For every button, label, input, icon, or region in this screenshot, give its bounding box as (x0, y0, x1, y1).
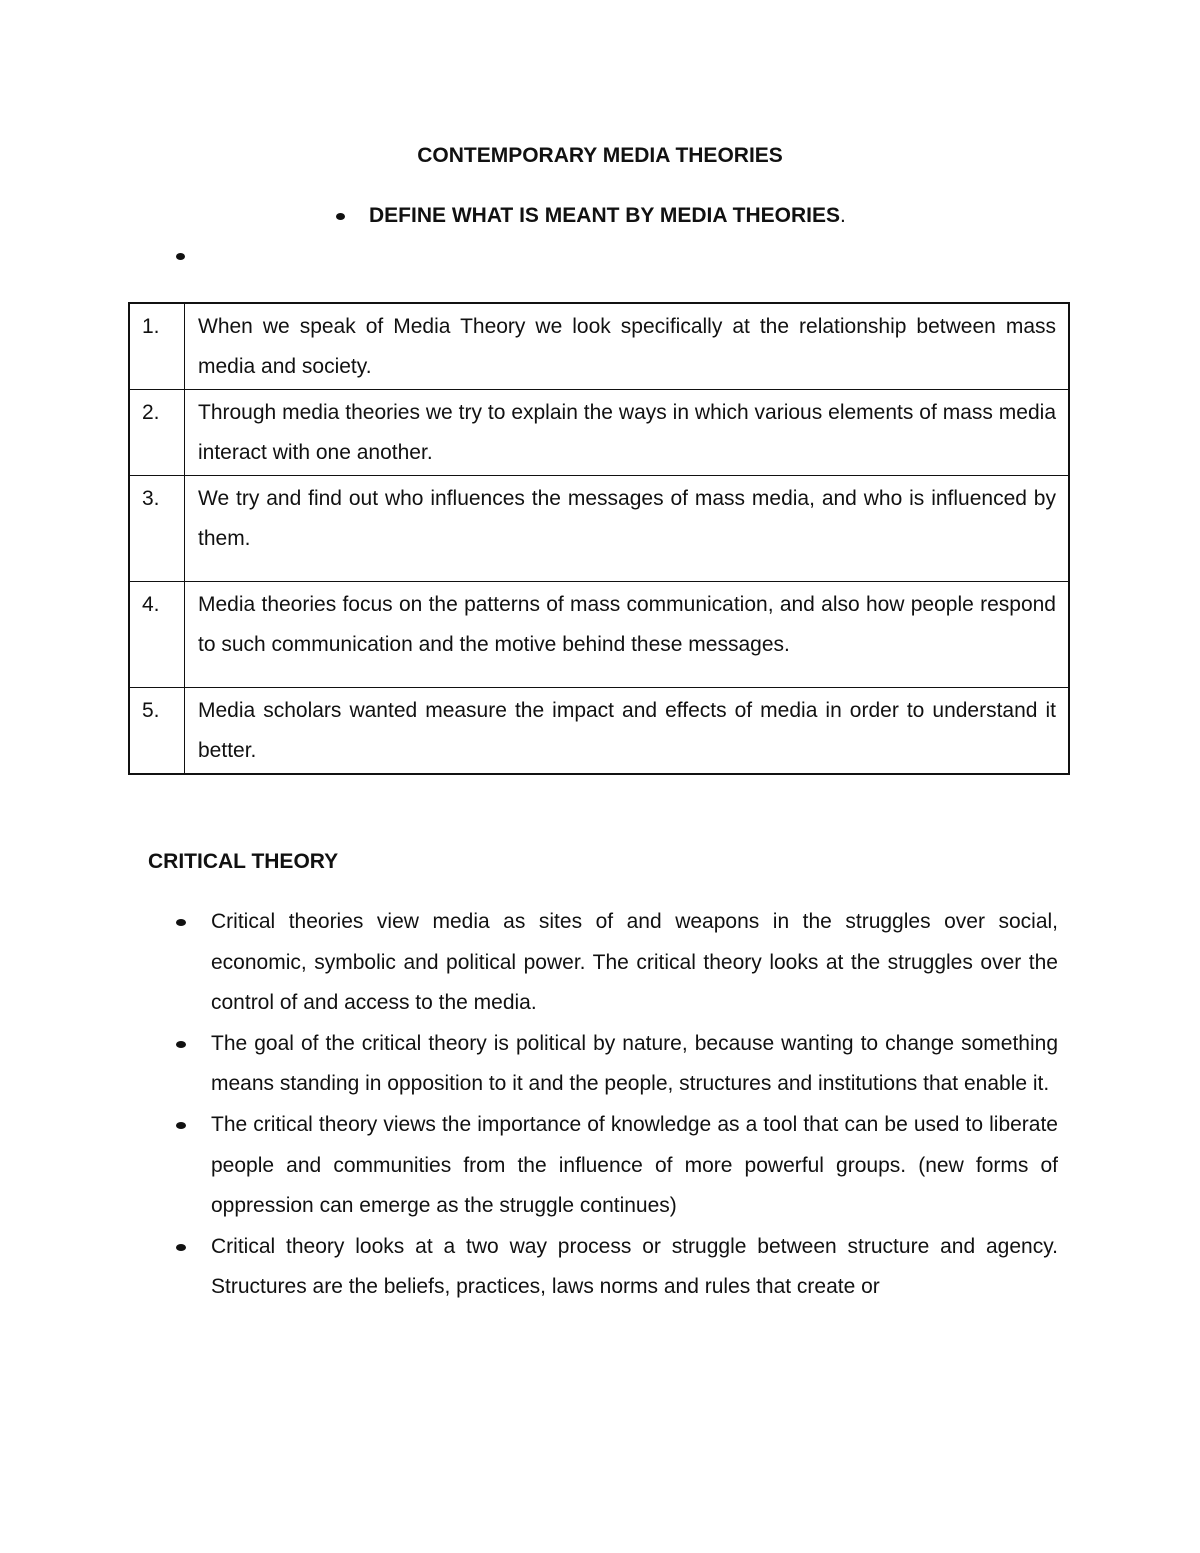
row-text: When we speak of Media Theory we look specifically at the relationship between mass media and society. (185, 303, 1070, 390)
list-item-text: The goal of the critical theory is political by nature, because wanting to change something means standing in opposition to it and the people, structures and institutions that enable it. (211, 1031, 1058, 1096)
list-item (0, 902, 1200, 1024)
row-number: 4. (129, 582, 185, 688)
table-row (129, 582, 1069, 688)
page-title: CONTEMPORARY MEDIA THEORIES (417, 144, 783, 167)
list-item (0, 1024, 1200, 1105)
list-item (0, 1105, 1200, 1227)
row-text: Through media theories we try to explain the ways in which various elements of mass media interact with one another. (185, 390, 1070, 476)
critical-theory-heading: CRITICAL THEORY (148, 850, 339, 873)
list-item-text: Critical theories view media as sites of and weapons in the struggles over social, economic, symbolic and political power. The critical theory looks at the struggles over the control of and access to the media. (211, 910, 1058, 1015)
define-question-text: DEFINE WHAT IS MEANT BY MEDIA THEORIES (369, 204, 840, 227)
table-row (129, 390, 1069, 476)
row-text: Media scholars wanted measure the impact and effects of media in order to understand it better. (185, 688, 1070, 775)
bullet-icon (176, 1041, 186, 1048)
define-question (337, 203, 846, 229)
table-row (129, 303, 1069, 390)
list-item-text: The critical theory views the importance of knowledge as a tool that can be used to liberate people and communities from the influence of more powerful groups. (new forms of oppression can emerge as the struggle continues) (211, 1112, 1058, 1218)
bullet-icon (176, 1122, 186, 1129)
define-question-period: . (839, 204, 846, 227)
bullet-icon (176, 919, 186, 926)
critical-theory-list (0, 902, 1200, 1308)
table-row (129, 476, 1069, 582)
row-number: 5. (129, 688, 185, 775)
row-text: Media theories focus on the patterns of mass communication, and also how people respond to such communication and the motive behind these messages. (185, 582, 1070, 688)
row-number: 2. (129, 390, 185, 476)
empty-bullet-icon (176, 253, 185, 260)
row-text: We try and find out who influences the messages of mass media, and who is influenced by them. (185, 476, 1070, 582)
row-number: 1. (129, 303, 185, 390)
table-row (129, 688, 1069, 775)
definitions-table (128, 302, 1070, 775)
list-item-text: Critical theory looks at a two way process or struggle between structure and agency. Structures are the beliefs, practices, laws norms and rules that create or (211, 1234, 1058, 1299)
row-number: 3. (129, 476, 185, 582)
bullet-icon (176, 1244, 186, 1251)
list-item (0, 1227, 1200, 1308)
